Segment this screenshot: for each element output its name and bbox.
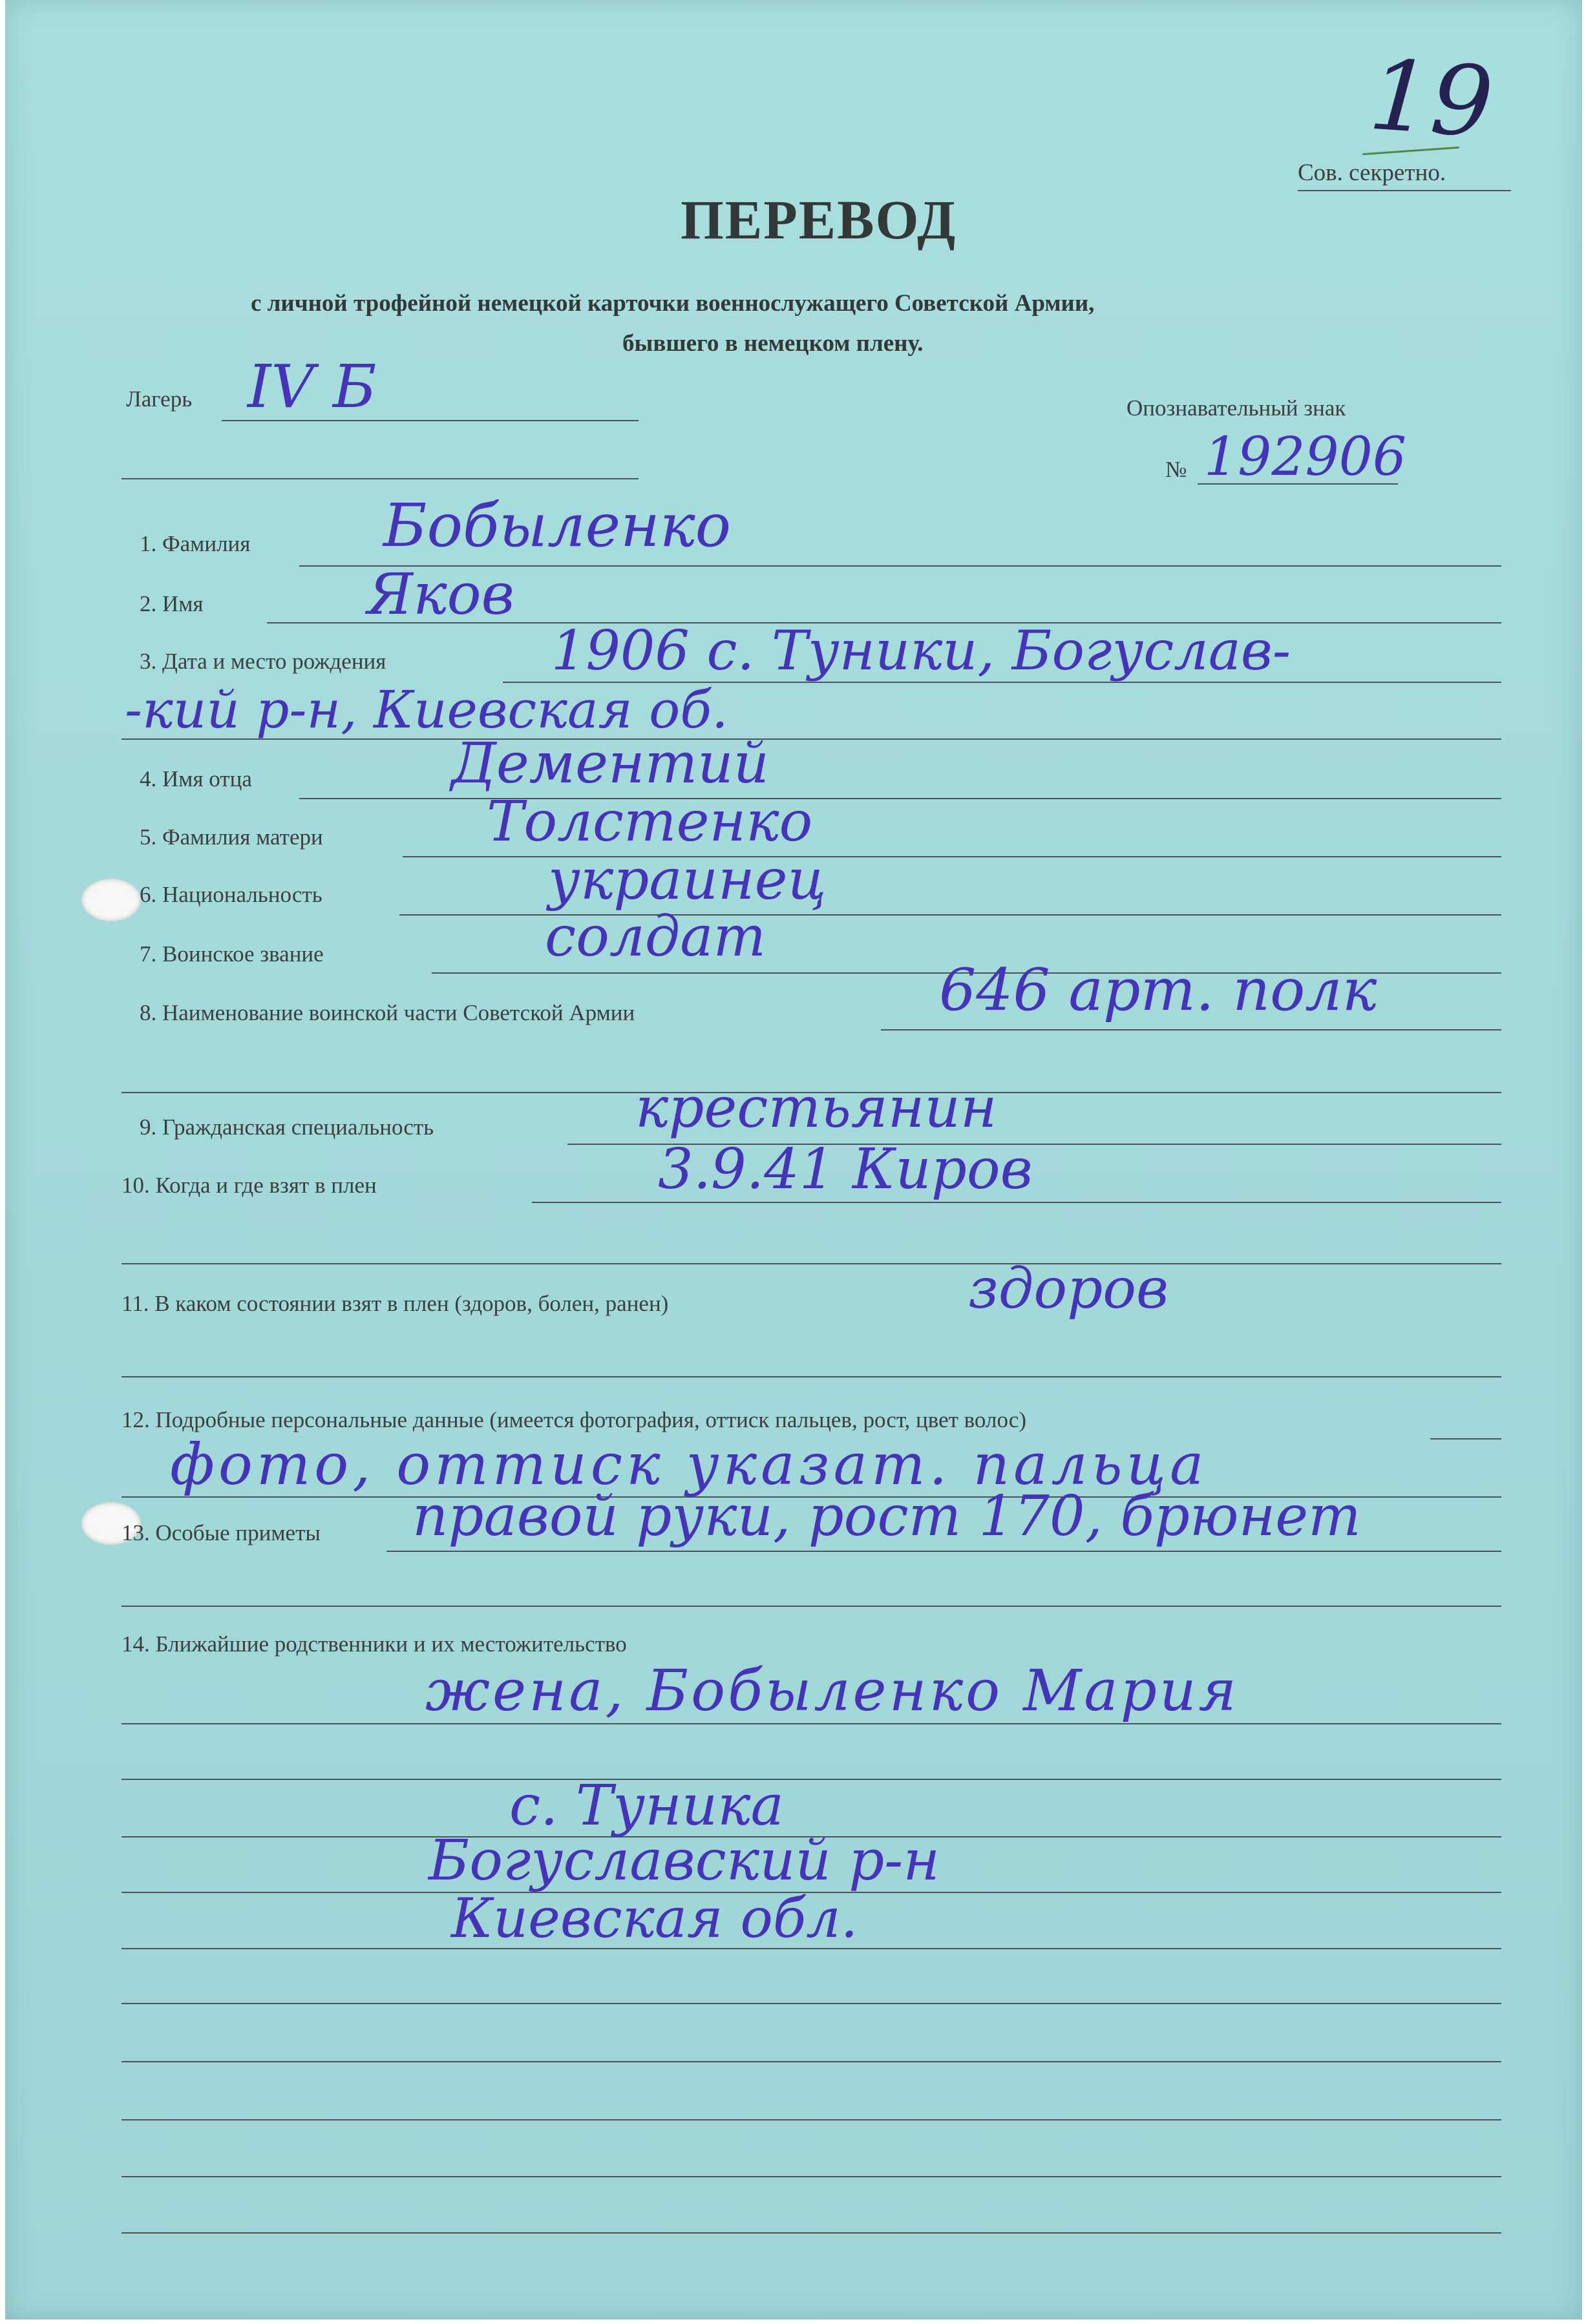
field-14-value-line-2: с. Туника	[509, 1774, 784, 1838]
field-10-line-2	[122, 1263, 1501, 1264]
field-5-label: 5. Фамилия матери	[140, 824, 323, 850]
field-10-value: 3.9.41 Киров	[658, 1137, 1033, 1202]
field-9-value: крестьянин	[635, 1076, 997, 1140]
field-6-value: украинец	[548, 848, 827, 912]
punch-hole-top	[81, 879, 141, 921]
camp-label: Лагерь	[126, 386, 193, 412]
page-number: 19	[1366, 39, 1497, 160]
field-5-value: Толстенко	[487, 790, 813, 854]
field-1-label: 1. Фамилия	[140, 531, 251, 556]
field-12-label: 12. Подробные персональные данные (имеется фотография, оттиск пальцев, рост, цвет волос)	[122, 1407, 1026, 1432]
field-14-line-9	[122, 2176, 1501, 2177]
id-mark-label: Опознавательный знак	[1126, 395, 1346, 421]
field-2-label: 2. Имя	[140, 591, 204, 616]
field-11-label: 11. В каком состоянии взят в плен (здоров, болен, ранен)	[122, 1291, 669, 1316]
field-2-value: Яков	[367, 561, 514, 627]
field-13-value: правой руки, рост 170, брюнет	[412, 1484, 1361, 1549]
subtitle-line-1: с личной трофейной немецкой карточки военнослужащего Советской Армии,	[251, 290, 1095, 317]
field-8-label: 8. Наименование воинской части Советской Армии	[140, 1000, 635, 1025]
field-4-label: 4. Имя отца	[140, 766, 252, 791]
field-11-line-2	[122, 1376, 1501, 1377]
document-title: ПЕРЕВОД	[681, 189, 957, 251]
field-1-value: Бобыленко	[383, 491, 732, 560]
field-10-label: 10. Когда и где взят в плен	[122, 1173, 377, 1198]
classification-stamp: Сов. секретно.	[1298, 160, 1446, 186]
field-14-line-10	[122, 2232, 1501, 2234]
field-9-label: 9. Гражданская специальность	[140, 1115, 434, 1140]
field-13-label: 13. Особые приметы	[122, 1520, 321, 1545]
field-14-label: 14. Ближайшие родственники и их местожительство	[122, 1631, 627, 1657]
field-14-line-8	[122, 2119, 1501, 2120]
field-3-value-2: -кий р-н, Киевская об.	[125, 680, 728, 740]
field-12-line	[1430, 1438, 1501, 1439]
classification-underline	[1298, 190, 1511, 191]
field-10-line	[532, 1202, 1501, 1203]
field-11-value: здоров	[968, 1257, 1169, 1321]
field-7-label: 7. Воинское звание	[140, 941, 324, 967]
field-14-value-line-1: жена, Бобыленко Мария	[425, 1657, 1239, 1724]
subtitle-line-2: бывшего в немецком плену.	[622, 330, 924, 357]
field-3-label: 3. Дата и место рождения	[140, 649, 386, 674]
field-4-line	[299, 798, 1501, 799]
field-14-line-6	[122, 2003, 1501, 2004]
field-13-line-2	[122, 1606, 1501, 1607]
field-7-value: солдат	[545, 905, 767, 969]
id-mark-number-label: №	[1165, 457, 1187, 482]
field-14-value-line-4: Киевская обл.	[451, 1887, 858, 1950]
camp-value: IV Б	[248, 352, 377, 421]
field-12-value: фото, оттиск указат. пальца	[170, 1431, 1208, 1498]
field-13-line	[386, 1551, 1501, 1552]
form-sheet	[5, 0, 1582, 2319]
field-14-value-line-3: Богуславский р-н	[428, 1828, 940, 1893]
field-4-value: Дементий	[451, 731, 769, 796]
field-14-line-2	[122, 1779, 1501, 1780]
field-14-line-7	[122, 2061, 1501, 2062]
field-8-line	[881, 1029, 1501, 1031]
camp-line-2	[122, 478, 639, 479]
id-mark-value: 192906	[1204, 426, 1407, 488]
field-8-value: 646 арт. полк	[939, 956, 1377, 1024]
field-3-value: 1906 с. Туники, Богуслав-	[551, 619, 1291, 682]
field-6-label: 6. Национальность	[140, 882, 322, 907]
